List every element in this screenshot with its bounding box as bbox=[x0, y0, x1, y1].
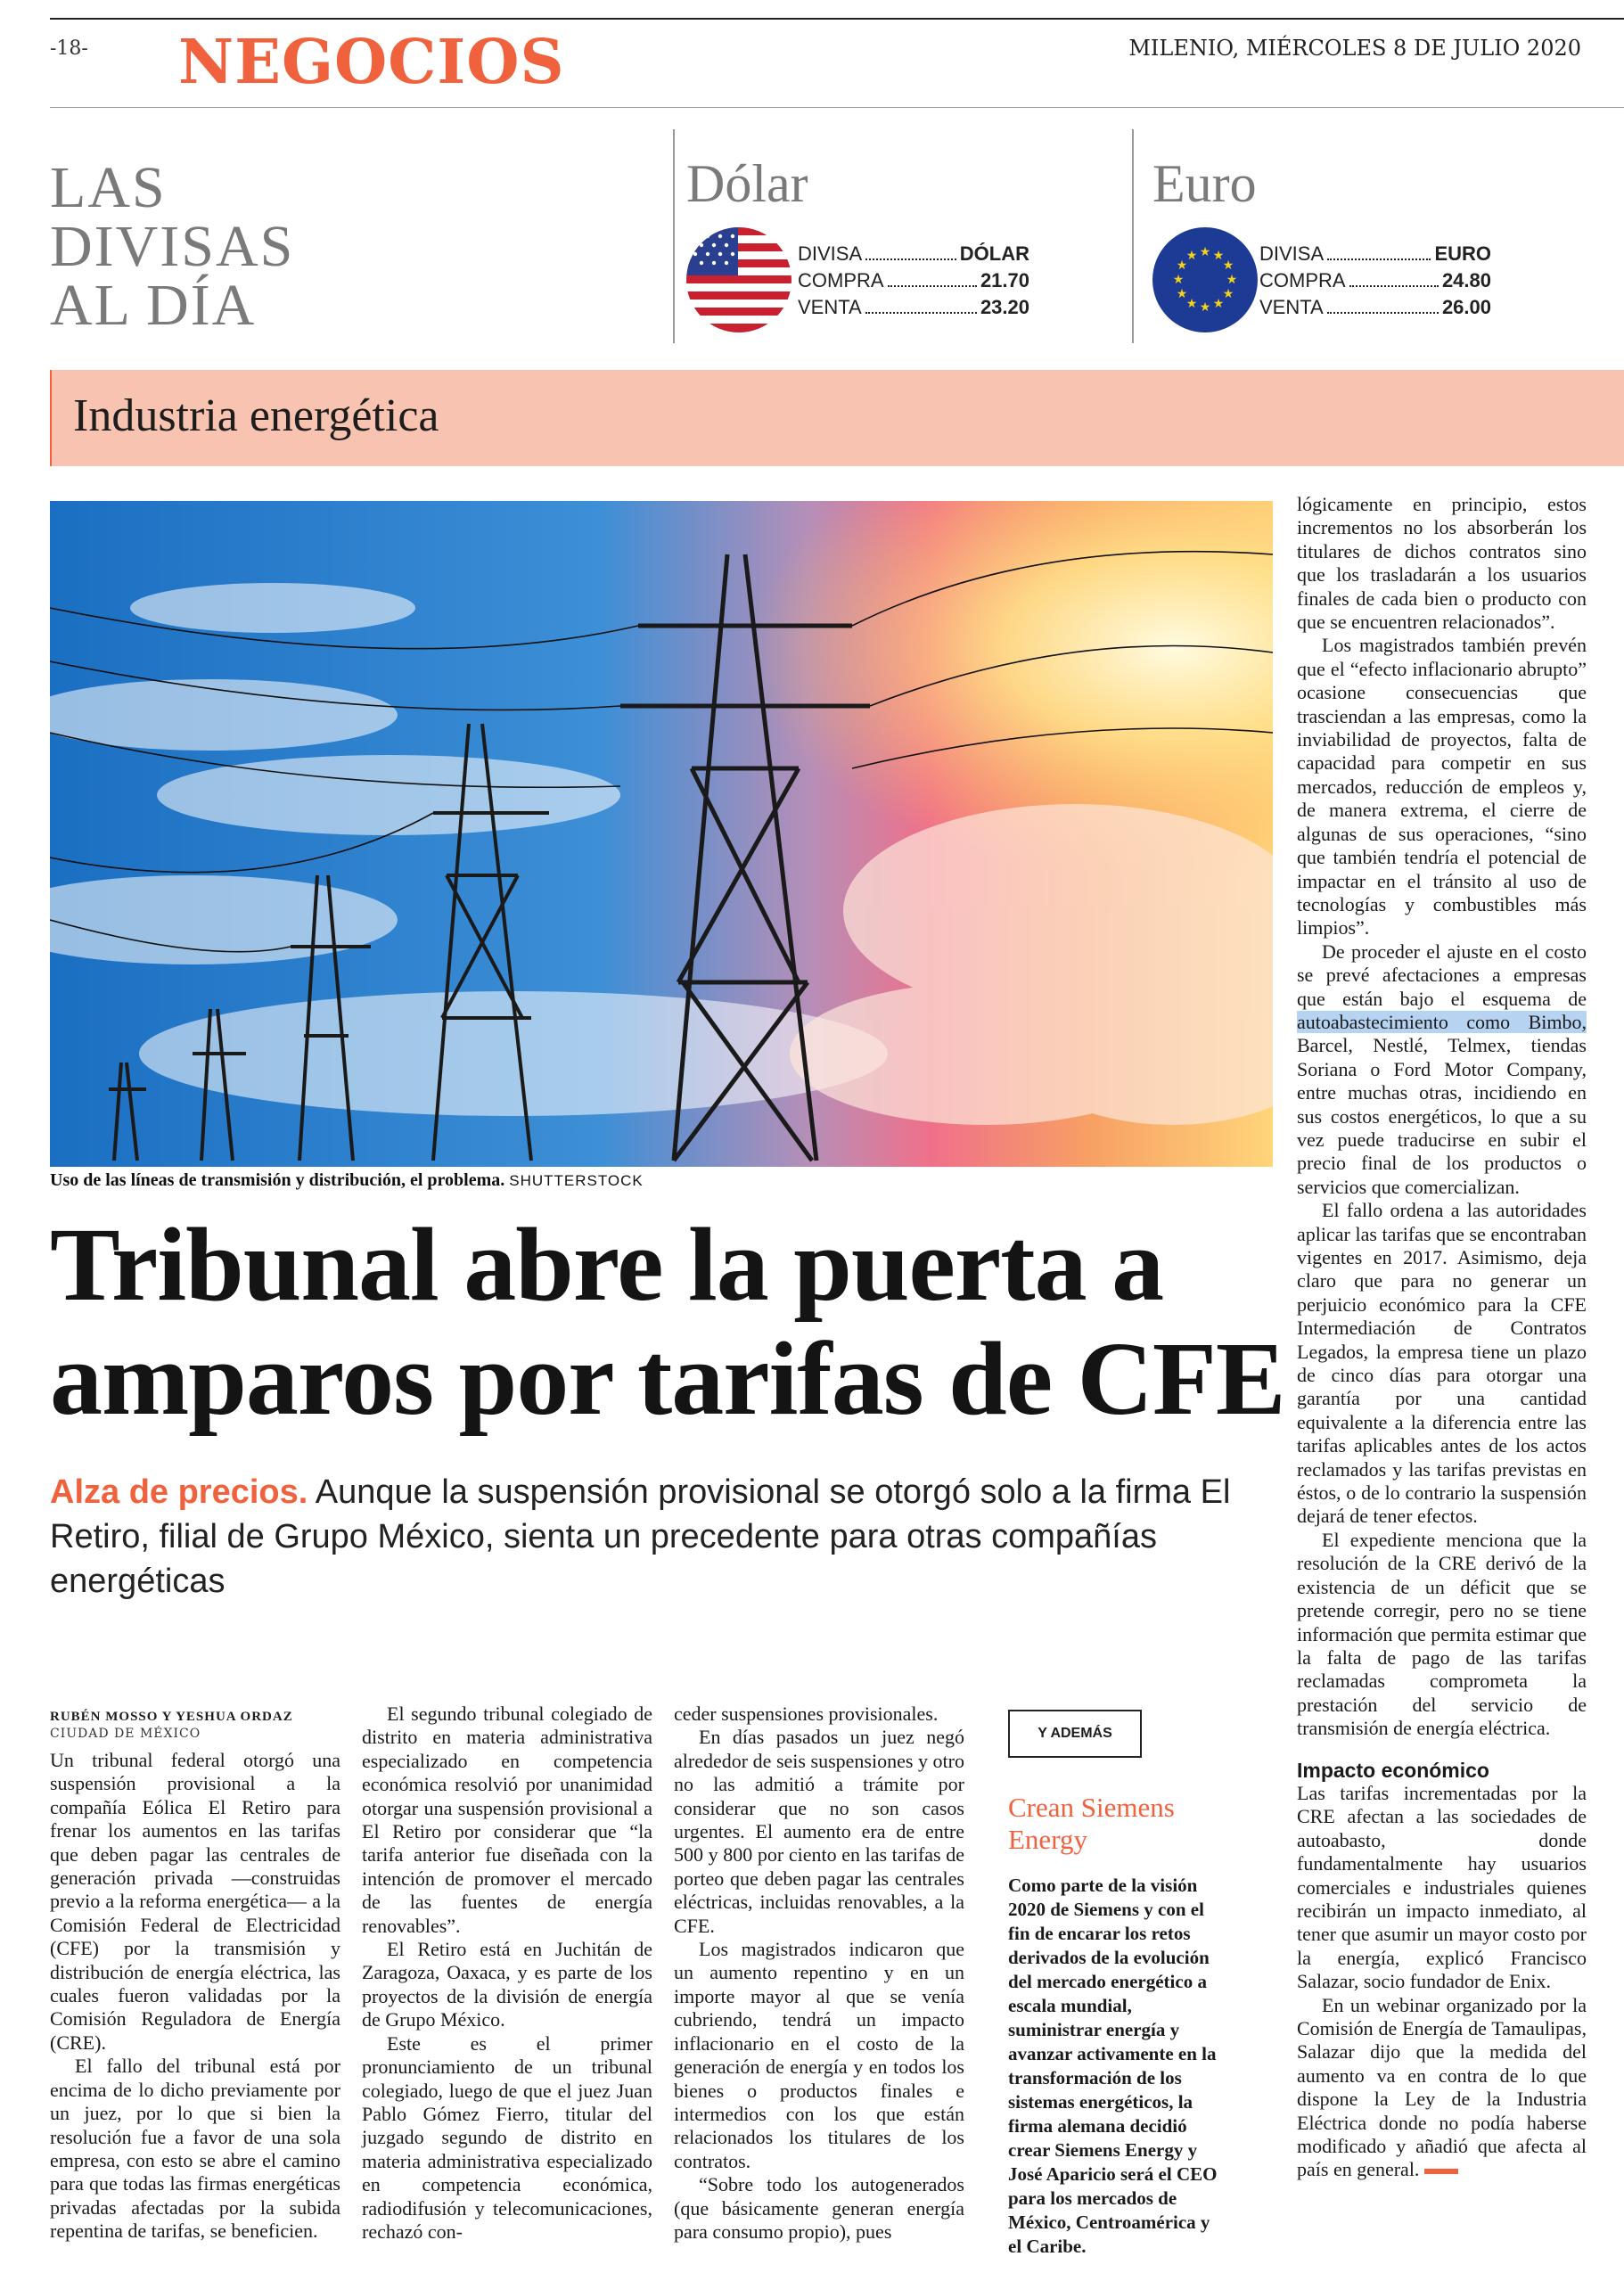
paragraph: El fallo del tribunal está por encima de lo dicho previamente por un juez, por lo que si bien la resolución fue a favor de una sola empresa, con esto se abre el camino para que todas las firmas energéticas privadas afectadas por la subida repentina de tarifas, se beneficien. bbox=[50, 2055, 340, 2243]
sidebar-title: Crean Siemens Energy bbox=[1008, 1792, 1175, 1855]
paragraph: El segundo tribunal colegiado de distrito en materia administrativa especializado en competencia económica resolvió por unanimidad otorgar una suspensión provisional a El Retiro por considerar que “la tarifa anterior fue diseñada con la intención de promover el mercado de las fuentes de energía renovables”. bbox=[362, 1703, 652, 1937]
dolar-rates bbox=[798, 241, 1029, 321]
rate-row: VENTA 26.00 bbox=[1259, 296, 1491, 318]
paragraph-text: De proceder el ajuste en el costo se prevé afectaciones a empresas que están bajo el esquema de bbox=[1297, 940, 1587, 1010]
eu-flag-icon bbox=[1152, 227, 1258, 332]
svg-text:★: ★ bbox=[1222, 287, 1234, 301]
svg-text:★: ★ bbox=[1172, 273, 1185, 287]
headline bbox=[50, 1208, 1289, 1436]
subhead: Impacto económico bbox=[1297, 1758, 1489, 1782]
highlighted-text: autoabastecimiento como Bimbo, bbox=[1297, 1010, 1587, 1033]
rate-row: COMPRA 24.80 bbox=[1259, 269, 1491, 291]
article-column-right bbox=[1297, 493, 1587, 2182]
header-divider bbox=[50, 107, 1624, 108]
svg-text:★: ★ bbox=[1185, 249, 1198, 263]
divisas-title-line: AL DÍA bbox=[50, 273, 257, 338]
paragraph: “Sobre todo los autogenerados (que básicamente generan energía para consumo propio), pues bbox=[674, 2173, 964, 2243]
deck bbox=[50, 1470, 1289, 1604]
power-lines-photo bbox=[50, 501, 1273, 1167]
svg-text:★: ★ bbox=[1226, 273, 1238, 287]
paragraph: ceder suspensiones provisionales. bbox=[674, 1703, 939, 1725]
paragraph bbox=[1297, 940, 1587, 1199]
banner-accent bbox=[50, 370, 52, 466]
paragraph: Los magistrados también prevén que el “efecto inflacionario abrupto” ocasione consecuencias que trasciendan a las empresas, como la inviabilidad de proyectos, falta de capacidad para competir en sus mercados, reducción de empleos y, de manera extrema, el cierre de algunas de sus operaciones, “sino que también tendría el potencial de impactar en el tránsito al uso de tecnologías y combustibles más limpios”. bbox=[1297, 634, 1587, 940]
paragraph: En días pasados un juez negó alrededor de seis suspensiones y otro no las admitió a trámite por considerar que no son casos urgentes. El aumento era de entre 500 y 800 por ciento en las tarifas de porteo que deben pagar las centrales eléctricas, incluidas renovables, a la CFE. bbox=[674, 1726, 964, 1937]
paragraph: El expediente menciona que la resolución de la CRE derivó de la existencia de un déficit que se pretende corregir, pero no se tiene información que permita estimar que la falta de pago de las tarifas reclamadas comprometa la prestación del servicio de transmisión de energía eléctrica. bbox=[1297, 1528, 1587, 1740]
svg-text:★: ★ bbox=[1176, 258, 1188, 273]
photo-caption bbox=[50, 1170, 644, 1191]
deck-kicker: Alza de precios. bbox=[50, 1473, 308, 1511]
paragraph: El fallo ordena a las autoridades aplicar las tarifas que se encontraban vigentes en 2017. Asimismo, deja claro que para no generar un perjuicio económico para la CFE Intermediación de Contratos Legados, la empresa tiene un plazo de cinco días para otorgar una garantía por una cantidad equivalente a la diferencia entre las tarifas aplicables antes de los actos reclamados y las tarifas previstas en éstos, o de lo contrario la suspensión dejará de tener efectos. bbox=[1297, 1199, 1587, 1528]
paragraph: Un tribunal federal otorgó una suspensión provisional a la compañía Eólica El Retiro para frenar los aumentos en las tarifas que deben pagar las centrales de generación privada —construidas previo a la reforma energética— a la Comisión Federal de Electricidad (CFE) por la transmisión y distribución de energía eléctrica, las cuales fueron validadas por la Comisión Reguladora de Energía (CRE). bbox=[50, 1749, 340, 2054]
paragraph: El Retiro está en Juchitán de Zaragoza, Oaxaca, y es parte de los proyectos de la división de energía de Grupo México. bbox=[362, 1938, 652, 2031]
paragraph: Los magistrados indicaron que un aumento repentino y en un importe mayor al que se venía cubriendo, tendrá un impacto inflacionario en el costo de la generación de energía y en todos los bienes o productos finales e intermedios con los que están relacionados los titulares de los contratos. bbox=[674, 1938, 964, 2172]
svg-text:★: ★ bbox=[1176, 287, 1188, 301]
rate-row: DIVISA DÓLAR bbox=[798, 242, 1029, 265]
paragraph: Las tarifas incrementadas por la CRE afectan a las sociedades de autoabasto, donde fundamentalmente hay usuarios comerciales e industriales quienes recibirán un impacto inmediato, al tener que asumir un mayor costo por la energía, explicó Francisco Salazar, socio fundador de Enix. bbox=[1297, 1781, 1587, 1993]
euro-rates bbox=[1259, 241, 1491, 321]
divisas-title-line: DIVISAS bbox=[50, 214, 295, 279]
us-flag-icon bbox=[686, 227, 791, 332]
rate-row: VENTA 23.20 bbox=[798, 296, 1029, 318]
divisas-divider bbox=[1132, 129, 1134, 343]
svg-text:★: ★ bbox=[1185, 297, 1198, 311]
sidebar-label: Y ADEMÁS bbox=[1008, 1710, 1142, 1758]
page-number: -18- bbox=[50, 37, 88, 60]
topic-banner-label: Industria energética bbox=[73, 390, 439, 441]
svg-text:★: ★ bbox=[1212, 297, 1225, 311]
paragraph-text: En un webinar organizado por la Comisión de Energía de Tamaulipas, Salazar dijo que la medida del aumento va en contra de lo que dispone la Ley de la Industria Eléctrica donde no podía haberse modificado y añadió que afecta al país en general. bbox=[1297, 1993, 1587, 2181]
end-mark bbox=[1424, 2169, 1458, 2174]
byline-authors: RUBÉN MOSSO Y YESHUA ORDAZ bbox=[50, 1710, 293, 1724]
rate-row: COMPRA 21.70 bbox=[798, 269, 1029, 291]
dateline: MILENIO, MIÉRCOLES 8 DE JULIO 2020 bbox=[1128, 36, 1581, 61]
svg-text:★: ★ bbox=[1199, 300, 1211, 315]
photo-credit: SHUTTERSTOCK bbox=[509, 1172, 644, 1189]
deck-text: Aunque la suspensión provisional se otorgó solo a la firma El Retiro, filial de Grupo México, sienta un precedente para otras compañías energéticas bbox=[50, 1473, 1231, 1600]
dolar-title: Dólar bbox=[686, 154, 808, 213]
article-column-3 bbox=[674, 1703, 964, 2244]
section-title: NEGOCIOS bbox=[178, 27, 565, 98]
svg-text:★: ★ bbox=[1199, 245, 1211, 259]
header-rule bbox=[50, 18, 1624, 20]
rate-row: DIVISA EURO bbox=[1259, 242, 1491, 265]
divisas-title-line: LAS bbox=[50, 155, 167, 220]
svg-text:★: ★ bbox=[1212, 249, 1225, 263]
paragraph-text: Barcel, Nestlé, Telmex, tiendas Soriana o Ford Motor Company, entre muchas otras, incidiendo en sus costos energéticos, lo que a su vez puede traducirse en subir el precio final de los productos o servicios que comercializan. bbox=[1297, 1034, 1587, 1198]
headline-line: amparos por tarifas de CFE bbox=[50, 1320, 1285, 1437]
article-column-2 bbox=[362, 1703, 652, 2244]
byline-place: CIUDAD DE MÉXICO bbox=[50, 1727, 201, 1741]
headline-line: Tribunal abre la puerta a bbox=[50, 1206, 1164, 1323]
svg-text:★: ★ bbox=[1222, 258, 1234, 273]
euro-title: Euro bbox=[1152, 154, 1257, 213]
sidebar-body: Como parte de la visión 2020 de Siemens y con el fin de encarar los retos derivados de la evolución del mercado energético a escala mundial, suministrar energía y avanzar activamente en la transformación de los sistemas energéticos, la firma alemana decidió crear Siemens Energy y José Aparicio será el CEO para los mercados de México, Centroamérica y el Caribe. bbox=[1008, 1875, 1218, 2257]
divisas-title bbox=[50, 155, 295, 338]
paragraph: lógicamente en principio, estos incrementos no los absorberán los titulares de dichos contratos sino que los trasladarán a los usuarios finales de cada bien o producto con que se encuentren relacionados”. bbox=[1297, 493, 1587, 634]
paragraph: Este es el primer pronunciamiento de un tribunal colegiado, luego de que el juez Juan Pablo Gómez Fierro, titular del juzgado segundo de distrito en materia administrativa especializado en competencia económica, radiodifusión y telecomunicaciones, rechazó con- bbox=[362, 2031, 652, 2243]
caption-text: Uso de las líneas de transmisión y distribución, el problema. bbox=[50, 1170, 505, 1190]
article-column-1 bbox=[50, 1749, 340, 2244]
paragraph bbox=[1297, 1994, 1587, 2182]
divisas-divider bbox=[673, 129, 675, 343]
